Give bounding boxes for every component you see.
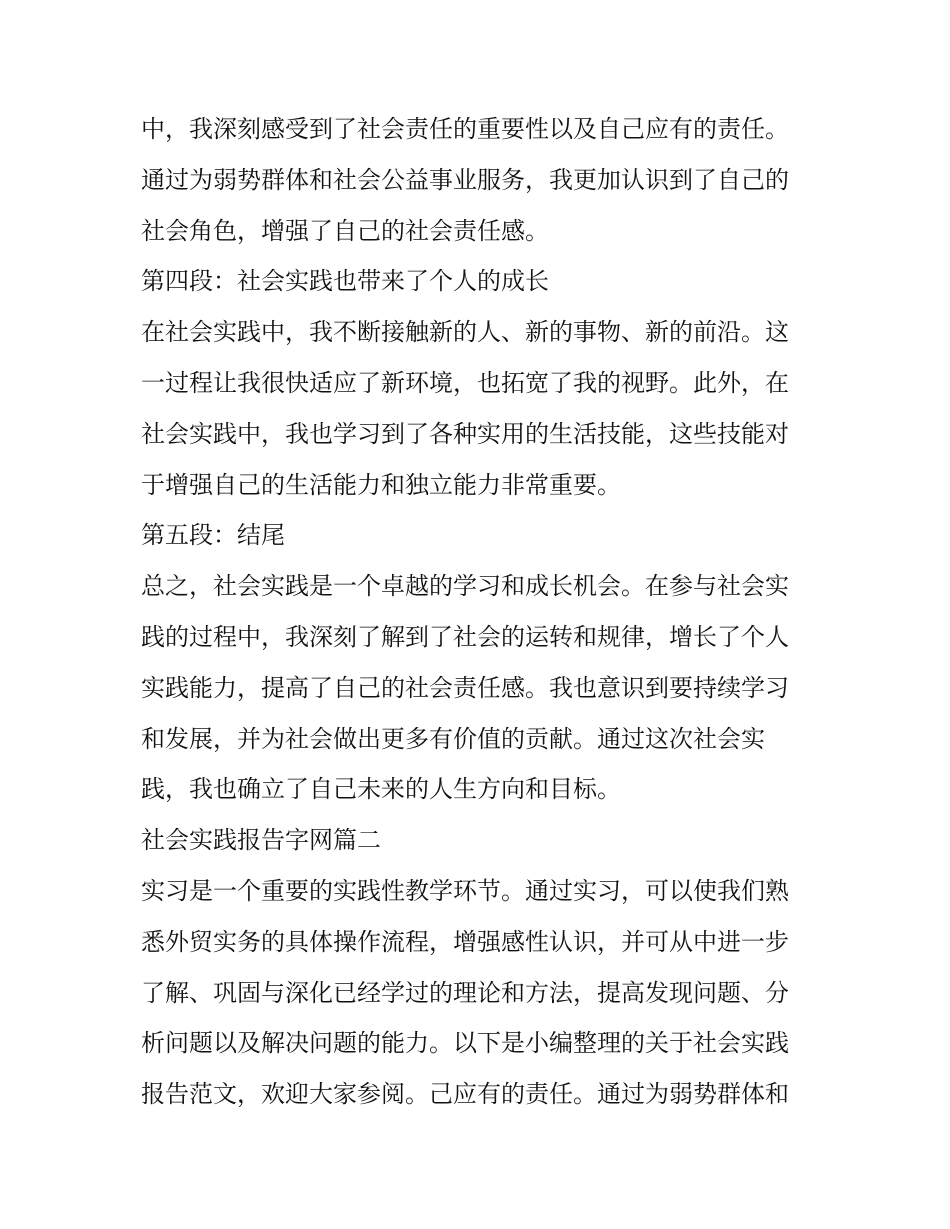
text-line-1: 中，我深刻感受到了社会责任的重要性以及自己应有的责任。 [141,115,789,143]
text-line-14: 践，我也确立了自己未来的人生方向和目标。 [141,775,621,804]
text-line-17: 悉外贸实务的具体操作流程，增强感性认识，并可从中进一步 [141,927,789,956]
text-line-13: 和发展，并为社会做出更多有价值的贡献。通过这次社会实 [141,724,765,753]
text-line-20: 报告范文，欢迎大家参阅。己应有的责任。通过为弱势群体和 [141,1080,789,1109]
text-line-18: 了解、巩固与深化已经学过的理论和方法，提高发现问题、分 [141,978,789,1007]
text-line-3: 社会角色，增强了自己的社会责任感。 [141,216,549,245]
text-line-12: 实践能力，提高了自己的社会责任感。我也意识到要持续学习 [141,673,789,702]
text-line-8: 于增强自己的生活能力和独立能力非常重要。 [141,470,621,499]
text-line-6: 一过程让我很快适应了新环境，也拓宽了我的视野。此外，在 [141,368,789,397]
document-body [141,104,821,1120]
article-title-2: 社会实践报告字网篇二 [141,826,381,855]
text-line-10: 总之，社会实践是一个卓越的学习和成长机会。在参与社会实 [141,572,789,601]
text-line-19: 析问题以及解决问题的能力。以下是小编整理的关于社会实践 [141,1029,789,1058]
section-heading-4: 第四段：社会实践也带来了个人的成长 [141,267,549,296]
section-heading-5: 第五段：结尾 [141,521,285,550]
text-line-5: 在社会实践中，我不断接触新的人、新的事物、新的前沿。这 [141,318,789,347]
text-line-2: 通过为弱势群体和社会公益事业服务，我更加认识到了自己的 [141,165,789,194]
text-line-16: 实习是一个重要的实践性教学环节。通过实习，可以使我们熟 [141,876,789,905]
text-line-11: 践的过程中，我深刻了解到了社会的运转和规律，增长了个人 [141,622,789,651]
text-line-7: 社会实践中，我也学习到了各种实用的生活技能，这些技能对 [141,419,789,448]
